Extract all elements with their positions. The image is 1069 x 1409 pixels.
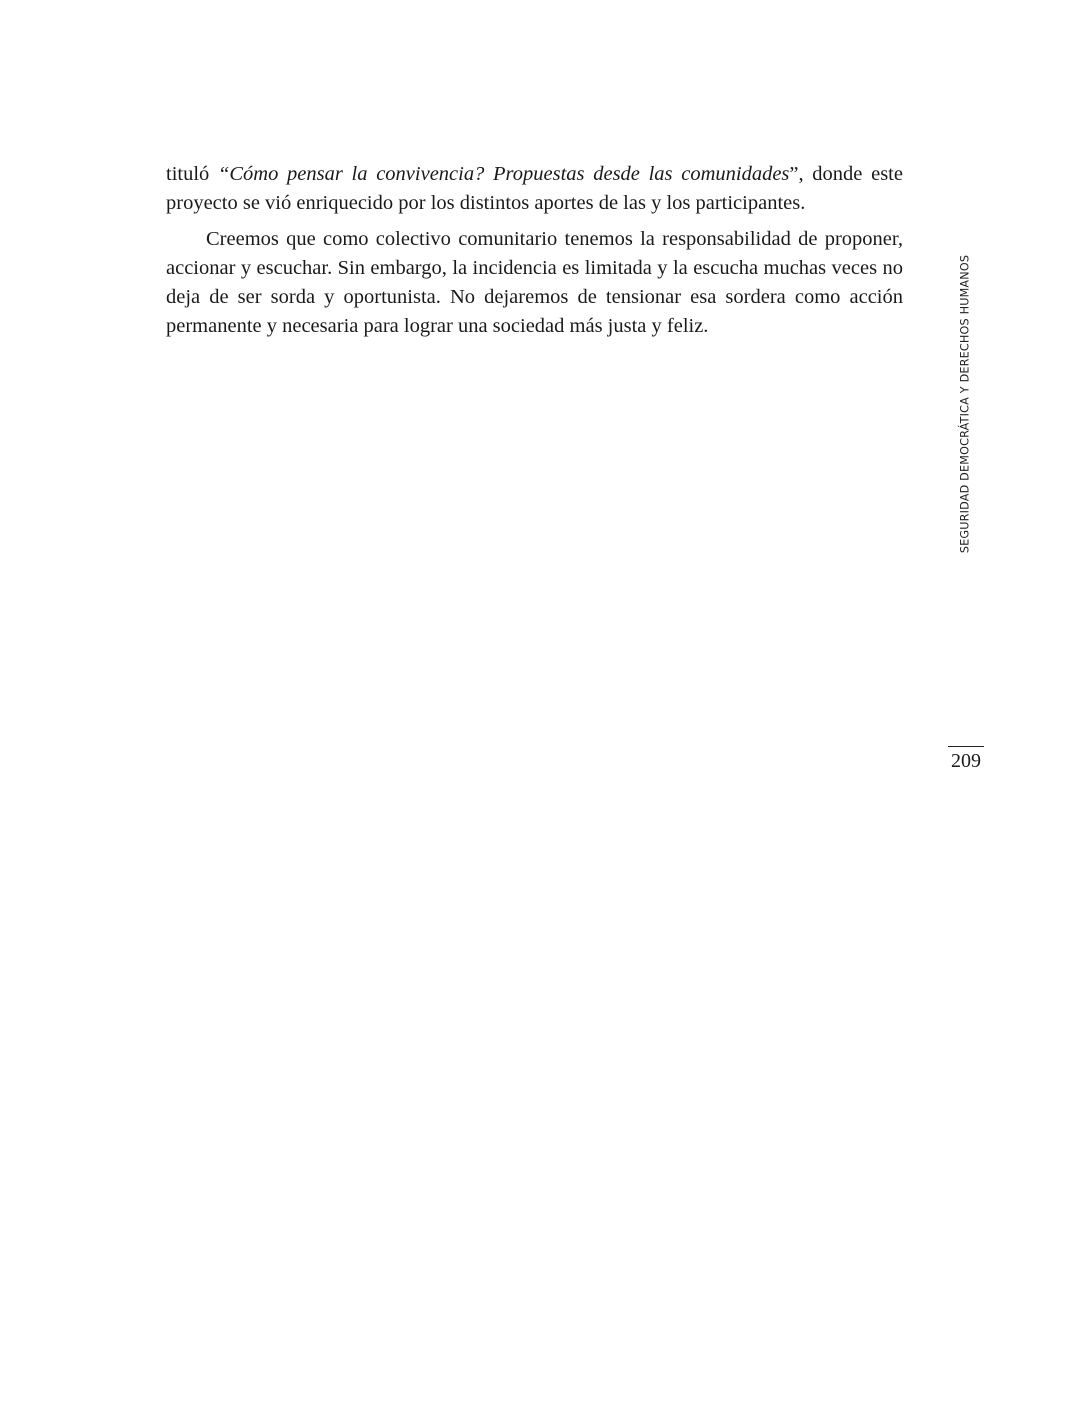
paragraph-1-italic-title: “Cómo pensar la convivencia? Propuestas desde las comunidades — [217, 163, 790, 185]
page-number-rule — [948, 746, 984, 747]
body-text — [166, 160, 903, 341]
paragraph-1-lead: tituló — [166, 163, 218, 185]
paragraph-1-tail: ”, donde este proyecto se vió enriquecido por los distintos aportes de las y los participantes. — [166, 163, 903, 214]
paragraph-1 — [166, 160, 903, 218]
paragraph-2: Creemos que como colectivo comunitario tenemos la responsabilidad de proponer, accionar y escuchar. Sin embargo, la incidencia es limitada y la escucha muchas veces no deja de ser sorda y oportunista. No dejaremos de tensionar esa sordera como acción permanente y necesaria para lograr una sociedad más justa y feliz. — [166, 228, 903, 337]
running-head-text: SEGURIDAD DEMOCRÁTICA Y DERECHOS HUMANOS — [958, 254, 972, 554]
page-number: 209 — [951, 750, 981, 772]
